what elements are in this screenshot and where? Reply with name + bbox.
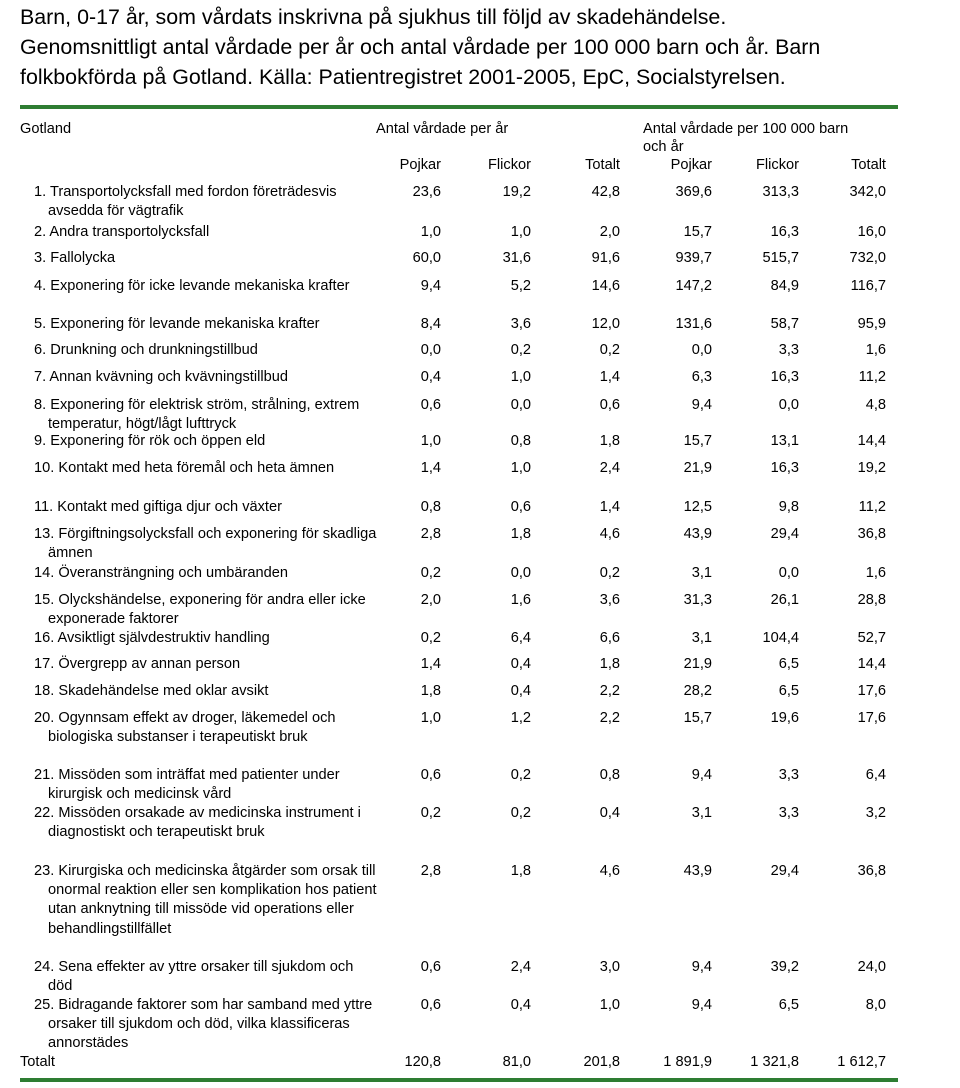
row-label: 13. Förgiftningsolycksfall och exponering för skadliga ämnen xyxy=(34,526,377,562)
table-cell: 2,4 xyxy=(599,460,620,476)
table-cell: 43,9 xyxy=(683,863,712,879)
table-cell: 0,2 xyxy=(510,805,531,821)
table-cell: 0,2 xyxy=(510,342,531,358)
table-cell: 31,3 xyxy=(683,592,712,608)
table-cell: 21,9 xyxy=(683,460,712,476)
row-label: 3. Fallolycka xyxy=(34,250,116,266)
table-cell: 6,5 xyxy=(778,656,799,672)
table-cell: 14,6 xyxy=(591,278,620,294)
table-cell: 6,3 xyxy=(691,369,712,385)
table-cell: 939,7 xyxy=(675,250,712,266)
table-cell: 36,8 xyxy=(857,863,886,879)
table-cell: 2,0 xyxy=(420,592,441,608)
table-cell: 0,6 xyxy=(420,397,441,413)
table-cell: 0,4 xyxy=(599,805,620,821)
row-label: 1. Transportolycksfall med fordon företrädesvis avsedda för vägtrafik xyxy=(34,184,337,220)
table-cell: 6,5 xyxy=(778,683,799,699)
table-cell: 19,2 xyxy=(502,184,531,200)
table-cell: 147,2 xyxy=(675,278,712,294)
group-header-per-100000-cont: och år xyxy=(643,139,684,155)
table-cell: 24,0 xyxy=(857,959,886,975)
table-cell: 6,4 xyxy=(865,767,886,783)
table-cell: 313,3 xyxy=(762,184,799,200)
table-cell: 1,8 xyxy=(420,683,441,699)
table-cell: 3,0 xyxy=(599,959,620,975)
table-cell: 0,0 xyxy=(510,397,531,413)
table-cell: 6,6 xyxy=(599,630,620,646)
row-label: 17. Övergrepp av annan person xyxy=(34,656,241,672)
table-cell: 1,4 xyxy=(420,460,441,476)
table-cell: 116,7 xyxy=(850,278,886,294)
table-cell: 23,6 xyxy=(412,184,441,200)
table-cell: 4,6 xyxy=(599,863,620,879)
table-cell: 2,2 xyxy=(599,710,620,726)
table-cell: 1 321,8 xyxy=(750,1054,799,1070)
table-cell: 0,8 xyxy=(420,499,441,515)
table-cell: 21,9 xyxy=(683,656,712,672)
table-cell: 1,6 xyxy=(865,342,886,358)
table-cell: 15,7 xyxy=(683,224,712,240)
table-cell: 12,5 xyxy=(683,499,712,515)
table-cell: 1,8 xyxy=(599,656,620,672)
table-cell: 29,4 xyxy=(770,526,799,542)
table-cell: 0,2 xyxy=(420,630,441,646)
table-cell: 60,0 xyxy=(412,250,441,266)
table-cell: 0,6 xyxy=(599,397,620,413)
table-cell: 2,2 xyxy=(599,683,620,699)
title-line: folkbokförda på Gotland. Källa: Patientregistret 2001-2005, EpC, Socialstyrelsen. xyxy=(20,65,786,89)
table-cell: 9,4 xyxy=(691,959,712,975)
table-cell: 1,0 xyxy=(510,460,531,476)
table-cell: 0,0 xyxy=(778,397,799,413)
table-cell: 4,6 xyxy=(599,526,620,542)
table-cell: 43,9 xyxy=(683,526,712,542)
table-cell: 1 612,7 xyxy=(837,1054,886,1070)
table-cell: 0,6 xyxy=(420,997,441,1013)
table-cell: 0,6 xyxy=(510,499,531,515)
table-cell: 0,6 xyxy=(420,959,441,975)
table-cell: 3,3 xyxy=(778,342,799,358)
table-cell: 9,4 xyxy=(691,397,712,413)
table-cell: 16,0 xyxy=(857,224,886,240)
table-cell: 9,4 xyxy=(691,767,712,783)
table-cell: 1,2 xyxy=(510,710,531,726)
table-cell: 2,8 xyxy=(420,526,441,542)
col-header-pojkar: Pojkar xyxy=(670,157,712,173)
table-cell: 0,2 xyxy=(420,805,441,821)
table-cell: 0,2 xyxy=(599,342,620,358)
table-cell: 0,4 xyxy=(510,656,531,672)
table-cell: 732,0 xyxy=(849,250,886,266)
table-cell: 15,7 xyxy=(683,710,712,726)
table-cell: 1,0 xyxy=(510,369,531,385)
table-cell: 131,6 xyxy=(675,316,712,332)
table-cell: 0,0 xyxy=(420,342,441,358)
table-cell: 17,6 xyxy=(857,710,886,726)
row-label: 6. Drunkning och drunkningstillbud xyxy=(34,342,258,358)
table-bottom-rule xyxy=(20,1078,898,1082)
table-cell: 0,0 xyxy=(510,565,531,581)
row-label: 15. Olyckshändelse, exponering för andra eller icke exponerade faktorer xyxy=(34,592,366,628)
table-cell: 16,3 xyxy=(770,224,799,240)
row-label: 23. Kirurgiska och medicinska åtgärder som orsak till onormal reaktion eller sen komplikation hos patient utan anknytning till missöde vid operations eller behandlingstillfället xyxy=(34,863,377,937)
table-cell: 9,4 xyxy=(420,278,441,294)
table-cell: 1,6 xyxy=(510,592,531,608)
table-cell: 15,7 xyxy=(683,433,712,449)
table-cell: 17,6 xyxy=(857,683,886,699)
table-cell: 11,2 xyxy=(858,369,886,385)
table-cell: 26,1 xyxy=(770,592,799,608)
table-cell: 14,4 xyxy=(857,433,886,449)
table-cell: 28,8 xyxy=(857,592,886,608)
row-label: 9. Exponering för rök och öppen eld xyxy=(34,433,266,449)
table-cell: 1 891,9 xyxy=(663,1054,712,1070)
total-label: Totalt xyxy=(20,1054,55,1070)
table-cell: 1,6 xyxy=(865,565,886,581)
table-cell: 1,4 xyxy=(599,499,620,515)
row-label: 8. Exponering för elektrisk ström, strålning, extrem temperatur, högt/lågt lufttryck xyxy=(34,397,360,433)
table-cell: 4,8 xyxy=(865,397,886,413)
table-cell: 16,3 xyxy=(770,369,799,385)
table-cell: 58,7 xyxy=(770,316,799,332)
table-cell: 369,6 xyxy=(675,184,712,200)
table-cell: 0,0 xyxy=(778,565,799,581)
row-label: 2. Andra transportolycksfall xyxy=(34,224,210,240)
table-cell: 0,4 xyxy=(510,997,531,1013)
table-cell: 1,0 xyxy=(599,997,620,1013)
row-label: 18. Skadehändelse med oklar avsikt xyxy=(34,683,269,699)
table-cell: 52,7 xyxy=(857,630,886,646)
table-cell: 0,4 xyxy=(420,369,441,385)
table-cell: 1,8 xyxy=(510,863,531,879)
table-cell: 11,2 xyxy=(858,499,886,515)
table-cell: 1,0 xyxy=(420,433,441,449)
table-cell: 0,0 xyxy=(691,342,712,358)
table-cell: 515,7 xyxy=(762,250,799,266)
table-cell: 28,2 xyxy=(683,683,712,699)
row-label: 10. Kontakt med heta föremål och heta ämnen xyxy=(34,460,335,476)
title-line: Genomsnittligt antal vårdade per år och antal vårdade per 100 000 barn och år. Barn xyxy=(20,35,821,59)
table-cell: 9,4 xyxy=(691,997,712,1013)
table-cell: 3,6 xyxy=(599,592,620,608)
table-cell: 3,3 xyxy=(778,767,799,783)
table-cell: 14,4 xyxy=(857,656,886,672)
table-cell: 95,9 xyxy=(857,316,886,332)
table-cell: 9,8 xyxy=(778,499,799,515)
table-cell: 0,8 xyxy=(599,767,620,783)
table-cell: 31,6 xyxy=(502,250,531,266)
table-cell: 84,9 xyxy=(770,278,799,294)
row-label: 7. Annan kvävning och kvävningstillbud xyxy=(34,369,288,385)
table-cell: 8,0 xyxy=(865,997,886,1013)
table-cell: 36,8 xyxy=(857,526,886,542)
row-label: 5. Exponering för levande mekaniska krafter xyxy=(34,316,320,332)
table-cell: 3,1 xyxy=(691,805,712,821)
row-label: 24. Sena effekter av yttre orsaker till sjukdom och död xyxy=(34,959,354,995)
table-cell: 2,4 xyxy=(510,959,531,975)
table-cell: 81,0 xyxy=(502,1054,531,1070)
row-label: 21. Missöden som inträffat med patienter under kirurgisk och medicinsk vård xyxy=(34,767,340,803)
table-cell: 201,8 xyxy=(583,1054,620,1070)
table-cell: 1,4 xyxy=(599,369,620,385)
table-cell: 0,2 xyxy=(420,565,441,581)
table-cell: 1,8 xyxy=(599,433,620,449)
row-label: 4. Exponering för icke levande mekaniska krafter xyxy=(34,278,350,294)
table-cell: 342,0 xyxy=(849,184,886,200)
table-cell: 8,4 xyxy=(420,316,441,332)
page-title xyxy=(20,2,955,92)
group-header-per-year: Antal vårdade per år xyxy=(376,121,509,137)
table-cell: 91,6 xyxy=(591,250,620,266)
table-cell: 3,3 xyxy=(778,805,799,821)
row-label: 22. Missöden orsakade av medicinska instrument i diagnostiskt och terapeutiskt bruk xyxy=(34,805,361,841)
table-cell: 29,4 xyxy=(770,863,799,879)
table-cell: 120,8 xyxy=(404,1054,441,1070)
table-top-rule xyxy=(20,105,898,109)
table-cell: 1,0 xyxy=(420,710,441,726)
table-cell: 6,5 xyxy=(778,997,799,1013)
col-header-totalt: Totalt xyxy=(851,157,886,173)
row-label: 20. Ogynnsam effekt av droger, läkemedel och biologiska substanser i terapeutiskt bruk xyxy=(34,710,336,746)
table-cell: 3,6 xyxy=(510,316,531,332)
col-header-flickor: Flickor xyxy=(488,157,531,173)
table-cell: 42,8 xyxy=(591,184,620,200)
table-cell: 1,0 xyxy=(510,224,531,240)
table-cell: 3,2 xyxy=(865,805,886,821)
table-cell: 5,2 xyxy=(510,278,531,294)
table-cell: 1,4 xyxy=(420,656,441,672)
table-cell: 0,2 xyxy=(599,565,620,581)
table-cell: 6,4 xyxy=(510,630,531,646)
table-cell: 39,2 xyxy=(770,959,799,975)
table-cell: 1,8 xyxy=(510,526,531,542)
group-header-per-100000: Antal vårdade per 100 000 barn xyxy=(643,121,849,137)
table-cell: 3,1 xyxy=(691,630,712,646)
col-header-totalt: Totalt xyxy=(585,157,620,173)
table-cell: 0,6 xyxy=(420,767,441,783)
table-cell: 0,4 xyxy=(510,683,531,699)
table-cell: 0,8 xyxy=(510,433,531,449)
row-label: 16. Avsiktligt självdestruktiv handling xyxy=(34,630,270,646)
table-cell: 3,1 xyxy=(691,565,712,581)
col-header-pojkar: Pojkar xyxy=(399,157,441,173)
table-cell: 19,2 xyxy=(857,460,886,476)
row-label: 11. Kontakt med giftiga djur och växter xyxy=(34,499,282,515)
table-cell: 13,1 xyxy=(770,433,799,449)
title-line: Barn, 0-17 år, som vårdats inskrivna på sjukhus till följd av skadehändelse. xyxy=(20,5,727,29)
table-cell: 19,6 xyxy=(770,710,799,726)
row-label: 14. Överansträngning och umbäranden xyxy=(34,565,288,581)
col-header-flickor: Flickor xyxy=(756,157,799,173)
table-cell: 1,0 xyxy=(420,224,441,240)
row-label: 25. Bidragande faktorer som har samband med yttre orsaker till sjukdom och död, vilka klassificeras annorstädes xyxy=(34,997,373,1052)
region-header: Gotland xyxy=(20,121,72,137)
table-cell: 104,4 xyxy=(762,630,799,646)
table-cell: 0,2 xyxy=(510,767,531,783)
table-cell: 12,0 xyxy=(591,316,620,332)
table-cell: 2,0 xyxy=(599,224,620,240)
table-cell: 2,8 xyxy=(420,863,441,879)
table-cell: 16,3 xyxy=(770,460,799,476)
